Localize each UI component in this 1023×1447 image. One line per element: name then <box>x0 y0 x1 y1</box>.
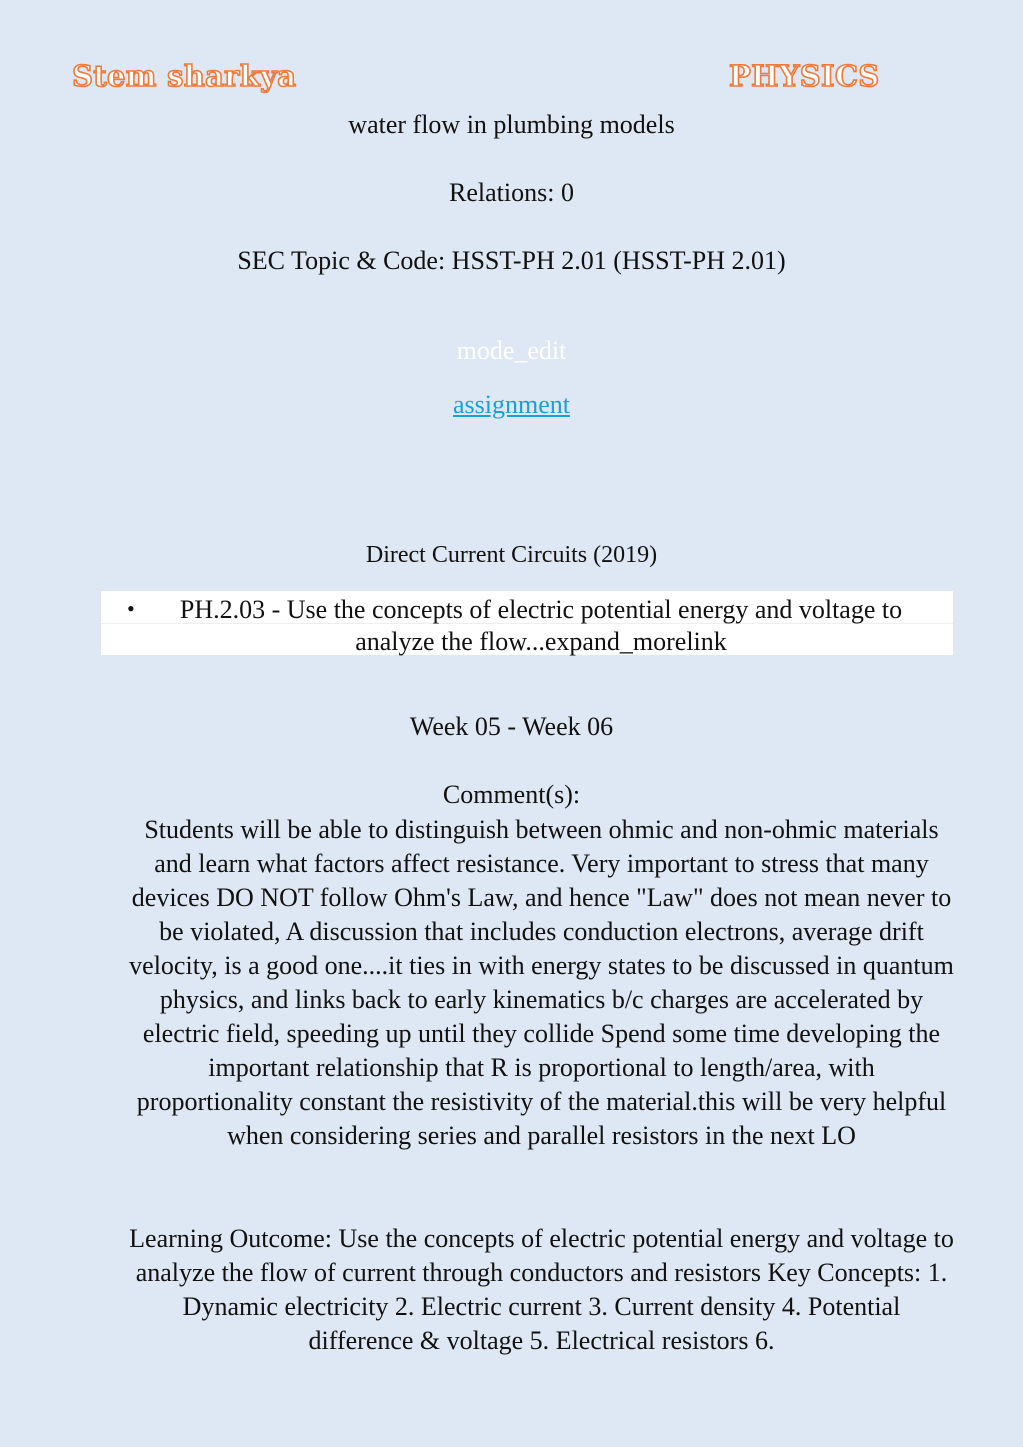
course-name: Direct Current Circuits (2019) <box>365 542 658 568</box>
subject-title: PHYSICS <box>729 59 880 93</box>
learning-outcome-description: Learning Outcome: Use the concepts of electric potential energy and voltage to analyze the flow of current through conductors and resistors Key Concepts: 1. Dynamic electricity 2. Electric current 3. Current density 4. Potential difference & voltage 5. Electrical resistors 6. <box>129 1224 954 1355</box>
comments-text: Students will be able to distinguish between ohmic and non-ohmic materials and learn what factors affect resistance. Very important to stress that many devices DO NOT follow Ohm's Law, and hence "Law" does not mean never to be violated, A discussion that includes conduction electrons, average drift velocity, is a good one....it ties in with energy states to be discussed in quantum physics, and links back to early kinematics b/c charges are accelerated by electric field, speeding up until they collide Spend some time developing the important relationship that R is proportional to length/area, with proportionality constant the resistivity of the material.this will be very helpful when considering series and parallel resistors in the next LO <box>129 815 954 1150</box>
week-range: Week 05 - Week 06 <box>409 712 614 741</box>
comments-label: Comment(s): <box>442 780 581 809</box>
resource-title: water flow in plumbing models <box>348 110 675 139</box>
learning-outcome-list <box>101 591 953 655</box>
learning-outcome-item[interactable]: PH.2.03 - Use the concepts of electric potential energy and voltage to analyze the flow...expand_morelink <box>179 595 903 656</box>
mode-edit-icon[interactable] <box>0 336 1023 366</box>
bullet-marker: • <box>127 596 135 621</box>
mode-edit-label[interactable]: mode_edit <box>456 336 567 365</box>
brand-logo-text: Stem sharkya <box>72 59 297 93</box>
assignment-row <box>0 390 1023 420</box>
relations-count: Relations: 0 <box>449 178 574 207</box>
assignment-link[interactable]: assignment <box>453 390 570 419</box>
sec-topic-code: SEC Topic & Code: HSST-PH 2.01 (HSST-PH 2.01) <box>237 246 786 275</box>
